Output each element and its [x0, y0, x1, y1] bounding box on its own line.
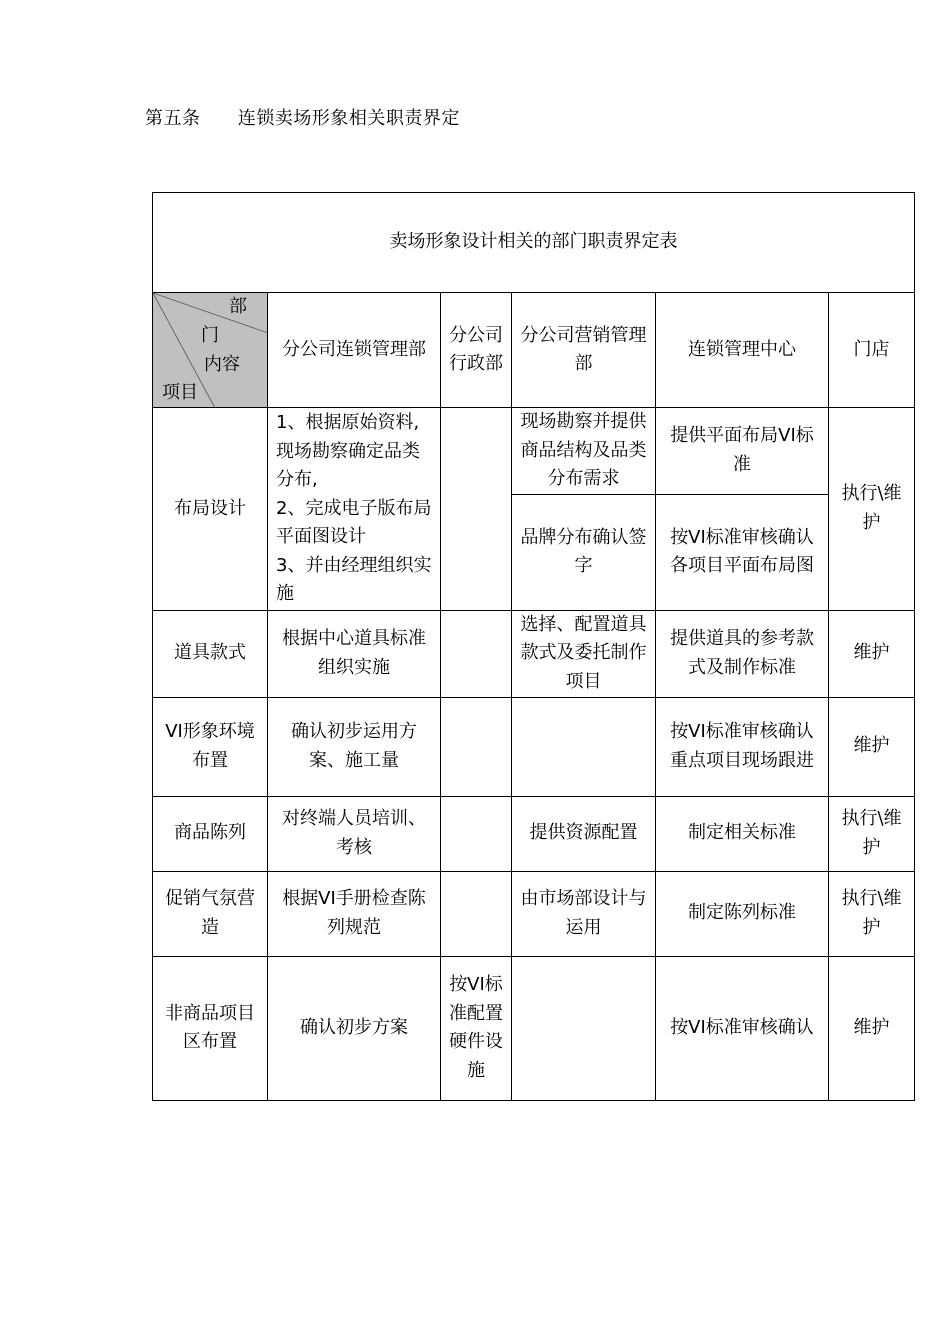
cell-props-marketing: 选择、配置道具款式及委托制作项目 [512, 610, 656, 697]
cell-nonmerch-store: 维护 [829, 956, 915, 1100]
cell-display-chain-mgmt: 对终端人员培训、考核 [268, 796, 441, 871]
cell-vi-chain-mgmt: 确认初步运用方案、施工量 [268, 697, 441, 796]
row-item-props: 道具款式 [153, 610, 268, 697]
corner-header-cell [153, 293, 268, 408]
cell-props-store: 维护 [829, 610, 915, 697]
cell-layout-admin [441, 408, 512, 611]
cell-promo-marketing: 由市场部设计与运用 [512, 871, 656, 956]
cell-display-center: 制定相关标准 [656, 796, 829, 871]
header-admin: 分公司行政部 [441, 293, 512, 408]
cell-layout-chain-mgmt [268, 408, 441, 611]
header-chain-management: 分公司连锁管理部 [268, 293, 441, 408]
cell-vi-center [656, 697, 829, 796]
row-item-merch-display: 商品陈列 [153, 796, 268, 871]
cell-text: 1、根据原始资料,现场勘察确定品类分布, 2、完成电子版布局平面图设计 3、并由经理组织实施 [276, 412, 432, 604]
cell-promo-admin [441, 871, 512, 956]
responsibility-table [152, 192, 915, 1101]
cell-display-marketing: 提供资源配置 [512, 796, 656, 871]
cell-props-admin [441, 610, 512, 697]
header-center: 连锁管理中心 [656, 293, 829, 408]
cell-text: 按VI标准审核确认 重点项目现场跟进 [670, 721, 814, 771]
corner-dept-char-1: 部 [229, 296, 247, 317]
article-title: 连锁卖场形象相关职责界定 [237, 108, 460, 129]
cell-promo-chain-mgmt: 根据VI手册检查陈列规范 [268, 871, 441, 956]
row-item-non-merch-area: 非商品项目区布置 [153, 956, 268, 1100]
article-number: 第五条 [145, 108, 201, 129]
cell-nonmerch-admin: 按VI标准配置硬件设施 [441, 956, 512, 1100]
cell-layout-center-2: 按VI标准审核确认各项目平面布局图 [656, 494, 829, 610]
row-item-layout: 布局设计 [153, 408, 268, 611]
cell-promo-store: 执行\维护 [829, 871, 915, 956]
header-marketing: 分公司营销管理部 [512, 293, 656, 408]
cell-props-chain-mgmt: 根据中心道具标准组织实施 [268, 610, 441, 697]
table-title: 卖场形象设计相关的部门职责界定表 [153, 193, 915, 293]
corner-content-label: 内容 [204, 354, 240, 375]
cell-promo-center: 制定陈列标准 [656, 871, 829, 956]
cell-props-center: 提供道具的参考款式及制作标准 [656, 610, 829, 697]
cell-layout-store: 执行\维护 [829, 408, 915, 611]
cell-display-store: 执行\维护 [829, 796, 915, 871]
corner-item-label: 项目 [162, 382, 198, 403]
cell-vi-admin [441, 697, 512, 796]
cell-layout-marketing-1: 现场勘察并提供商品结构及品类分布需求 [512, 408, 656, 495]
row-item-promo-atmosphere: 促销气氛营造 [153, 871, 268, 956]
cell-layout-marketing-2: 品牌分布确认签字 [512, 494, 656, 610]
corner-dept-char-2: 门 [201, 325, 219, 346]
cell-nonmerch-marketing [512, 956, 656, 1100]
cell-vi-store: 维护 [829, 697, 915, 796]
cell-nonmerch-center: 按VI标准审核确认 [656, 956, 829, 1100]
cell-vi-marketing [512, 697, 656, 796]
row-item-vi-environment: VI形象环境布置 [153, 697, 268, 796]
header-store: 门店 [829, 293, 915, 408]
cell-nonmerch-chain-mgmt: 确认初步方案 [268, 956, 441, 1100]
cell-display-admin [441, 796, 512, 871]
article-heading [145, 104, 460, 130]
cell-layout-center-1: 提供平面布局VI标准 [656, 408, 829, 495]
